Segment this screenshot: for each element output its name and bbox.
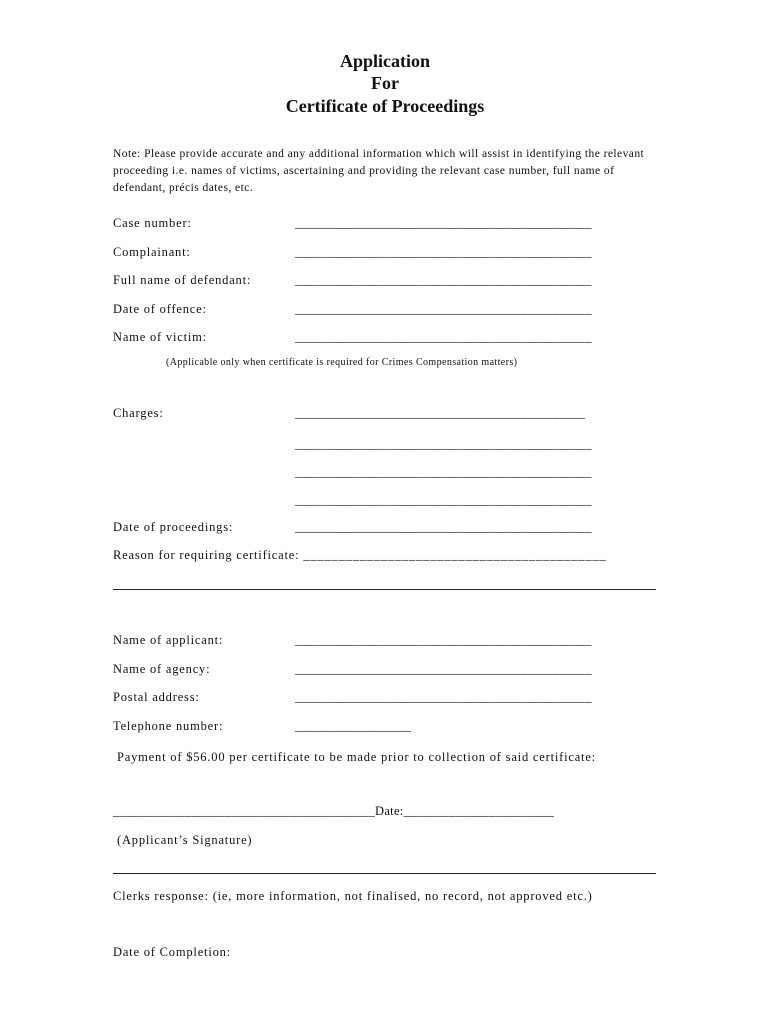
- complainant-field[interactable]: ______________________________________________: [295, 245, 592, 259]
- victim-field[interactable]: ______________________________________________: [295, 330, 592, 344]
- title-line-1: Application: [339, 51, 431, 71]
- payment-note: Payment of $56.00 per certificate to be made prior to collection of said certificate:: [117, 750, 596, 764]
- proceedings-date-field[interactable]: ______________________________________________: [295, 520, 592, 534]
- case-number-field[interactable]: ______________________________________________: [295, 216, 592, 230]
- charges-field-1[interactable]: _____________________________________________: [295, 406, 586, 420]
- completion-date-label: Date of Completion:: [113, 945, 231, 959]
- reason-field[interactable]: Reason for requiring certificate: ___________________________________________: [113, 548, 607, 562]
- defendant-label: Full name of defendant:: [113, 273, 252, 287]
- offence-date-field[interactable]: ______________________________________________: [295, 302, 592, 316]
- victim-note: (Applicable only when certificate is required for Crimes Compensation matters): [166, 357, 518, 368]
- instruction-note: Note: Please provide accurate and any additional information which will assist in identifying the relevant proceeding i.e. names of victims, ascertaining and providing the relevant case number, full name of defendant, précis dates, etc.: [113, 148, 645, 194]
- case-number-label: Case number:: [113, 216, 192, 230]
- postal-label: Postal address:: [113, 690, 200, 704]
- charges-field-2[interactable]: ______________________________________________: [295, 437, 592, 451]
- reason-rule: [113, 589, 656, 590]
- victim-label: Name of victim:: [113, 330, 207, 344]
- telephone-field[interactable]: __________________: [295, 719, 412, 733]
- applicant-field[interactable]: ______________________________________________: [295, 633, 592, 647]
- agency-field[interactable]: ______________________________________________: [295, 662, 592, 676]
- complainant-label: Complainant:: [113, 245, 191, 259]
- telephone-label: Telephone number:: [113, 719, 224, 733]
- applicant-label: Name of applicant:: [113, 633, 224, 647]
- clerks-response: Clerks response: (ie, more information, not finalised, no record, not approved etc.): [113, 889, 593, 903]
- postal-field[interactable]: ______________________________________________: [295, 690, 592, 704]
- signature-rule: [113, 873, 656, 874]
- title-line-2: For: [371, 73, 399, 93]
- charges-label: Charges:: [113, 406, 164, 420]
- charges-field-4[interactable]: ______________________________________________: [295, 493, 592, 507]
- defendant-field[interactable]: ______________________________________________: [295, 273, 592, 287]
- signature-label: (Applicant’s Signature): [117, 833, 253, 847]
- agency-label: Name of agency:: [113, 662, 211, 676]
- charges-field-3[interactable]: ______________________________________________: [295, 465, 592, 479]
- offence-date-label: Date of offence:: [113, 302, 207, 316]
- signature-date-line[interactable]: ________________________________________Date:_______________________: [113, 804, 555, 818]
- proceedings-date-label: Date of proceedings:: [113, 520, 234, 534]
- title-line-3: Certificate of Proceedings: [285, 96, 485, 116]
